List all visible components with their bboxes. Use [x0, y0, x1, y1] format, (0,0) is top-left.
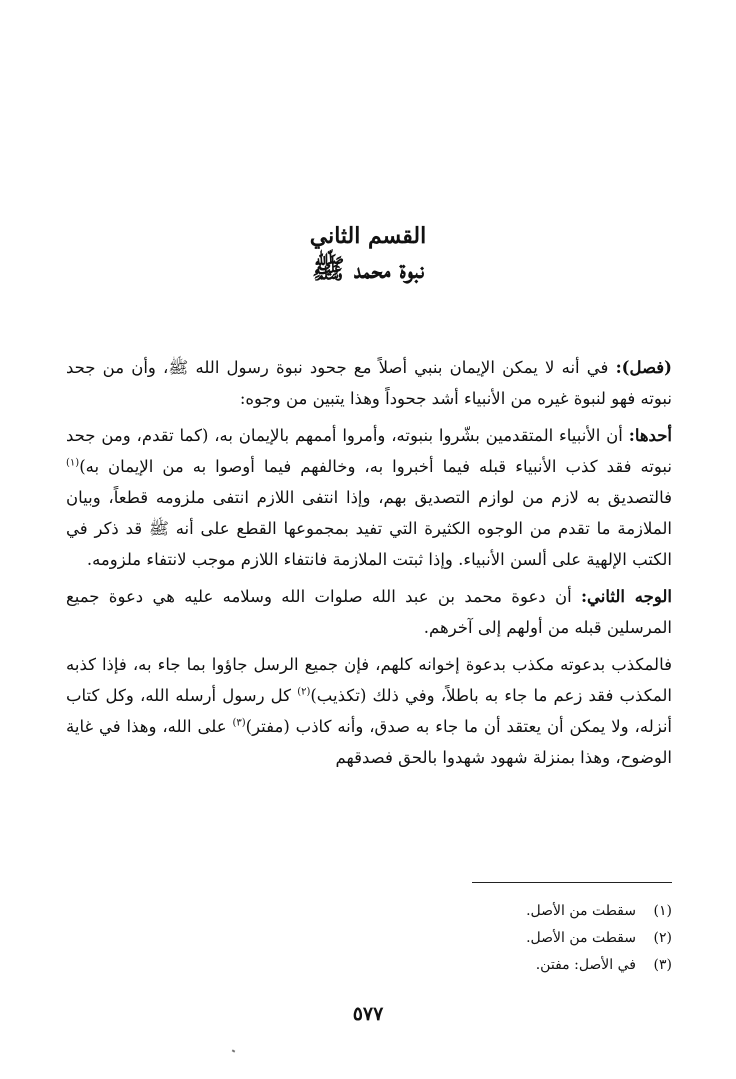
- footnote-ref[interactable]: (٣): [232, 717, 246, 729]
- footnote-ref[interactable]: (١): [66, 457, 80, 469]
- footnote-number: (٣): [653, 957, 672, 973]
- paragraph-text: كل رسول أرسله الله، وكل كتاب أنزله، ولا يمكن أن يعتقد أن ما جاء به صدق، وأنه كاذب (مفتر): [66, 686, 672, 736]
- paragraph-2: [66, 420, 672, 575]
- paragraph-text: فالتصديق به لازم من لوازم التصديق بهم، وإذا انتفى اللازم انتفى ملزومه قطعاً، وبيان الملازمة ما تقدم من الوجوه الكثيرة التي تفيد بمجموعها القطع على أنه ﷺ قد ذكر في الكتب الإلهية على ألسن الأنبياء. وإذا ثبتت الملازمة فانتفاء اللازم موجب لانتفاء ملزومه.: [66, 488, 672, 569]
- footnote-item: [300, 952, 672, 979]
- footnotes: [300, 898, 672, 979]
- footnote-number: (٢): [653, 930, 672, 946]
- paragraph-text: فالمكذب بدعوته مكذب بدعوة إخوانه كلهم، فإن جميع الرسل جاؤوا بما جاء به، فإذا كذبه المكذب فقد زعم ما جاء به باطلاً، وفي ذلك (تكذيب): [66, 655, 672, 705]
- footnote-text: سقطت من الأصل.: [526, 930, 636, 946]
- footnote-separator: [472, 882, 672, 883]
- paragraph-3: [66, 581, 672, 643]
- footnote-ref[interactable]: (٢): [297, 686, 311, 698]
- paragraph-lead: أحدها:: [628, 426, 672, 445]
- section-subtitle: نبوة محمد ﷺ: [311, 254, 425, 285]
- paragraph-text: في أنه لا يمكن الإيمان بنبي أصلاً مع جحود نبوة رسول الله ﷺ، وأن من جحد نبوته فهو لنبوة غيره من الأنبياء أشد جحوداً وهذا يتبين من وجوه:: [66, 358, 672, 408]
- paragraph-1: [66, 352, 672, 414]
- page-number: ٥٧٧: [352, 1003, 384, 1025]
- paragraph-text: أن دعوة محمد بن عبد الله صلوات الله وسلامه عليه هي دعوة جميع المرسلين قبله من أولهم إلى آخرهم.: [66, 587, 672, 637]
- footnote-text: في الأصل: مفتن.: [535, 957, 636, 973]
- body-text: [66, 352, 672, 779]
- footnote-text: سقطت من الأصل.: [526, 903, 636, 919]
- paragraph-text: أن الأنبياء المتقدمين بشّروا بنبوته، وأمروا أممهم بالإيمان به، (كما تقدم، ومن جحد نبوته فقد كذب الأنبياء قبله فيما أخبروا به، وخالفهم فيما أوصوا به من الإيمان به): [66, 426, 672, 476]
- paragraph-lead: الوجه الثاني:: [580, 587, 672, 606]
- scan-speck: [232, 1049, 236, 1052]
- footnote-number: (١): [653, 903, 672, 919]
- paragraph-lead: (فصل):: [615, 358, 672, 377]
- footnote-item: [300, 898, 672, 925]
- section-title: القسم الثاني: [309, 223, 427, 249]
- footnote-item: [300, 925, 672, 952]
- paragraph-text: على الله، وهذا في غاية الوضوح، وهذا بمنزلة شهود شهدوا بالحق فصدقهم: [66, 717, 672, 767]
- paragraph-4: [66, 649, 672, 773]
